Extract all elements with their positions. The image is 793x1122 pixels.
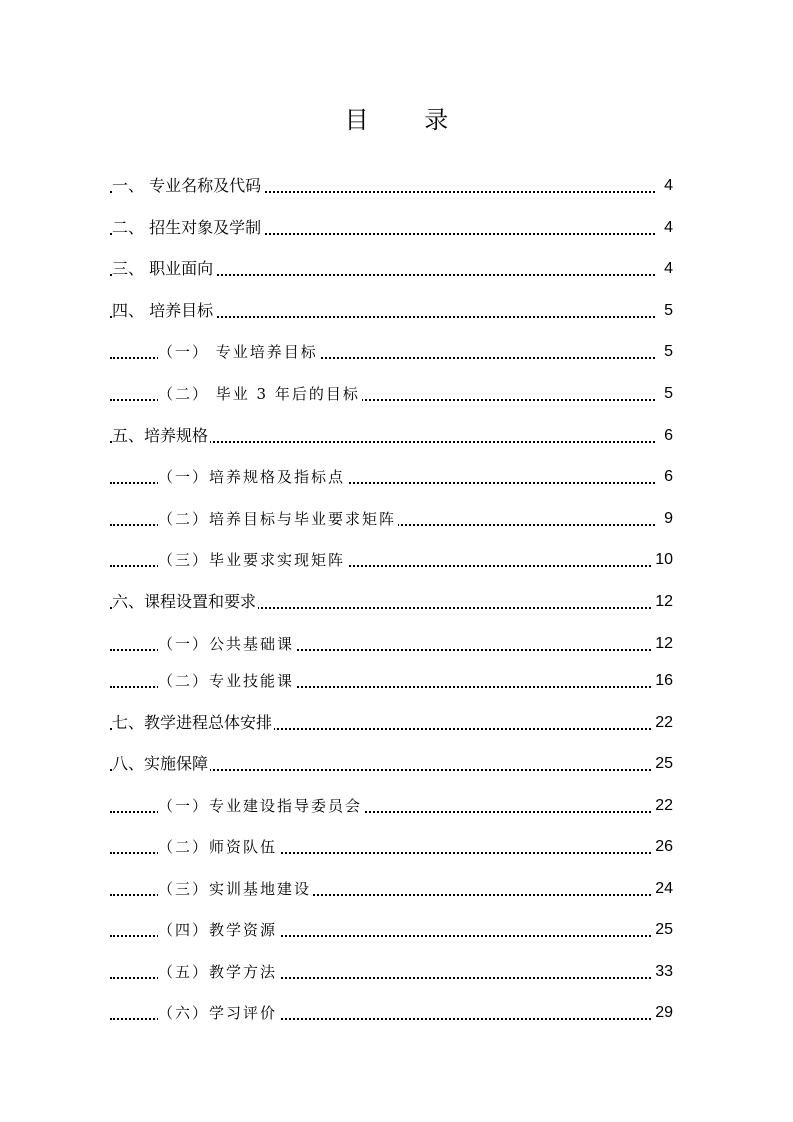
toc-entry-label: 八、实施保障 — [112, 752, 210, 776]
toc-entry[interactable] — [0, 590, 793, 614]
toc-entry-label: 一、 专业名称及代码 — [112, 174, 263, 198]
toc-entry-page-number: 25 — [653, 752, 673, 776]
toc-entry-page-number: 25 — [653, 918, 673, 942]
toc-entry-label: 七、教学进程总体安排 — [112, 711, 274, 735]
toc-entry-page-number: 6 — [662, 424, 673, 448]
toc-entry[interactable] — [0, 960, 793, 984]
toc-entry-label: 六、课程设置和要求 — [112, 590, 258, 614]
toc-entry-page-number: 4 — [662, 257, 673, 281]
toc-entry[interactable] — [0, 257, 793, 281]
toc-entry-page-number: 4 — [662, 216, 673, 240]
toc-entry-label: （一）培养规格及指标点 — [158, 465, 347, 489]
toc-entry-label: 二、 招生对象及学制 — [112, 216, 263, 240]
toc-entry[interactable] — [0, 835, 793, 859]
toc-entry-label: 三、 职业面向 — [112, 257, 215, 281]
toc-entry-label: （一）专业建设指导委员会 — [158, 794, 364, 818]
toc-entry-page-number: 9 — [662, 507, 673, 531]
toc-entry[interactable] — [0, 711, 793, 735]
toc-entry-page-number: 16 — [653, 669, 673, 693]
toc-entry-page-number: 4 — [662, 174, 673, 198]
toc-entry-page-number: 29 — [653, 1001, 673, 1025]
toc-entry[interactable] — [0, 752, 793, 776]
toc-entry-page-number: 22 — [653, 711, 673, 735]
toc-entry-page-number: 26 — [653, 835, 673, 859]
toc-entry[interactable] — [0, 669, 793, 693]
toc-entry-label: （三）毕业要求实现矩阵 — [158, 548, 347, 572]
toc-entry-label: （一）公共基础课 — [158, 632, 296, 656]
toc-entry-page-number: 5 — [662, 382, 673, 406]
toc-entry-page-number: 5 — [662, 299, 673, 323]
toc-entry-page-number: 24 — [653, 877, 673, 901]
toc-entry-page-number: 22 — [653, 794, 673, 818]
page-title: 目 录 — [344, 106, 473, 134]
toc-entry-label: （二）培养目标与毕业要求矩阵 — [158, 507, 398, 531]
toc-entry[interactable] — [0, 216, 793, 240]
toc-entry-label: 四、 培养目标 — [112, 299, 215, 323]
toc-entry[interactable] — [0, 174, 793, 198]
toc-entry-label: （二）专业技能课 — [158, 669, 296, 693]
toc-entry-page-number: 6 — [662, 465, 673, 489]
toc-entry-page-number: 12 — [653, 590, 673, 614]
toc-entry[interactable] — [0, 299, 793, 323]
toc-entry[interactable] — [0, 382, 793, 406]
toc-entry-label: （三）实训基地建设 — [158, 877, 313, 901]
toc-entry-label: （二） 毕业 3 年后的目标 — [158, 382, 362, 406]
toc-entry-page-number: 10 — [653, 548, 673, 572]
toc-entry[interactable] — [0, 794, 793, 818]
toc-entry[interactable] — [0, 548, 793, 572]
toc-entry-label: （六）学习评价 — [158, 1001, 279, 1025]
toc-entry-label: （一） 专业培养目标 — [158, 340, 320, 364]
toc-entry-label: （二）师资队伍 — [158, 835, 279, 859]
toc-entry-label: （五）教学方法 — [158, 960, 279, 984]
toc-entry[interactable] — [0, 507, 793, 531]
toc-entry-page-number: 33 — [653, 960, 673, 984]
toc-entry[interactable] — [0, 918, 793, 942]
toc-entry[interactable] — [0, 877, 793, 901]
toc-entry-page-number: 12 — [653, 632, 673, 656]
toc-entry[interactable] — [0, 465, 793, 489]
toc-entry[interactable] — [0, 340, 793, 364]
toc-entry[interactable] — [0, 424, 793, 448]
toc-entry-label: 五、培养规格 — [112, 424, 210, 448]
toc-entry[interactable] — [0, 1001, 793, 1025]
toc-entry-page-number: 5 — [662, 340, 673, 364]
toc-entry-label: （四）教学资源 — [158, 918, 279, 942]
toc-entry[interactable] — [0, 632, 793, 656]
